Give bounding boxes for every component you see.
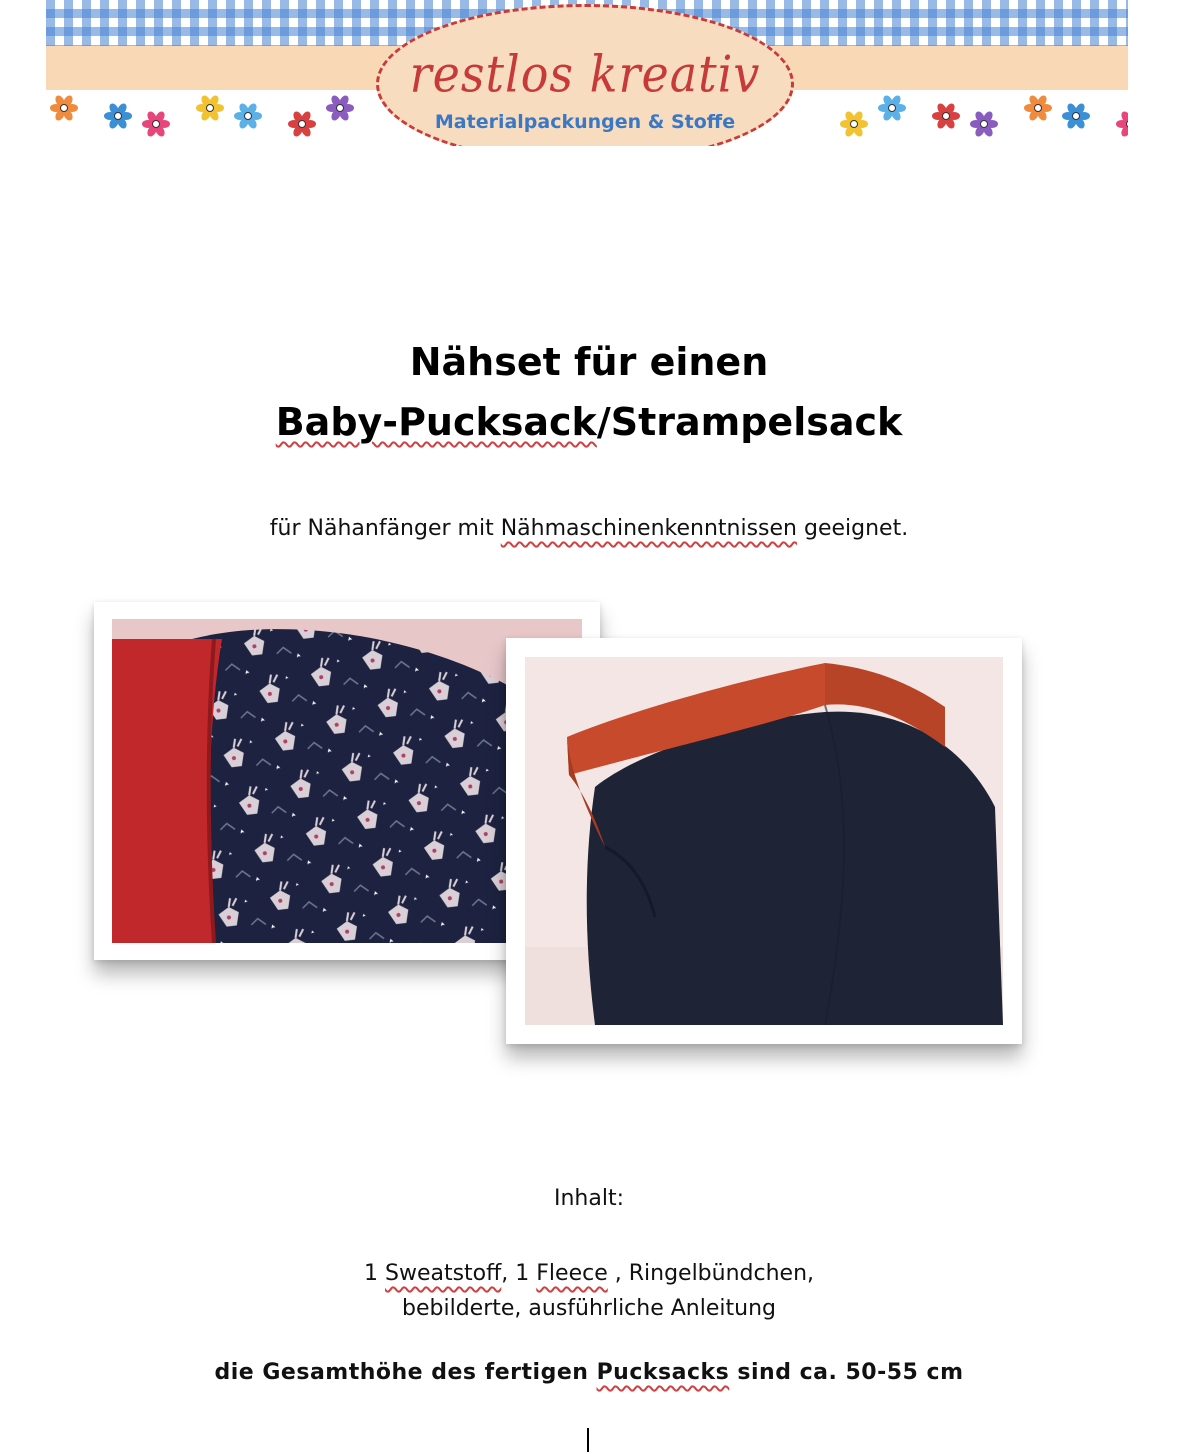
subtitle-spellcheck-word: Nähmaschinenkenntnissen [500,516,797,541]
logo-title: restlos kreativ [409,44,761,104]
flower-icon [196,94,224,122]
page-title-line2 [0,400,1178,444]
contents-spellcheck-word: Sweatstoff [384,1261,502,1286]
fleece-pucksack-photo [506,638,1022,1044]
title-suffix: /Strampelsack [596,400,903,444]
height-note-part1: die Gesamthöhe des fertigen [214,1360,597,1385]
flower-icon [840,110,868,138]
flower-icon [104,102,132,130]
height-note-spellcheck-word: Pucksacks [596,1360,730,1385]
title-spellcheck-word: Baby-Pucksack [275,400,597,444]
contents-list [0,1256,1178,1326]
contents-line2: bebilderte, ausführliche Anleitung [402,1296,776,1321]
flower-icon [234,102,262,130]
flower-icon [878,94,906,122]
subtitle [0,516,1178,541]
contents-spellcheck-word: Fleece [536,1261,608,1286]
contents-text: , 1 [501,1261,537,1286]
subtitle-part1: für Nähanfänger mit [269,516,501,541]
page-title-line1: Nähset für einen [409,340,769,384]
flower-icon [1024,94,1052,122]
flower-icon [970,110,998,138]
fleece-pucksack-image [525,657,1003,1025]
flower-icon [1116,110,1128,138]
flower-icon [932,102,960,130]
height-note-part3: sind ca. 50-55 cm [729,1360,964,1385]
contents-text: , Ringelbündchen, [607,1261,815,1286]
height-note [0,1360,1178,1385]
flower-icon [1062,102,1090,130]
flower-icon [288,110,316,138]
flower-icon [50,94,78,122]
contents-line1 [0,1256,1178,1291]
flower-icon [142,110,170,138]
contents-label: Inhalt: [553,1186,624,1211]
header-banner [46,0,1128,146]
text-cursor [587,1428,589,1452]
logo-tagline: Materialpackungen & Stoffe [434,111,736,133]
flower-icon [326,94,354,122]
contents-text: 1 [363,1261,385,1286]
subtitle-part3: geeignet. [797,516,909,541]
